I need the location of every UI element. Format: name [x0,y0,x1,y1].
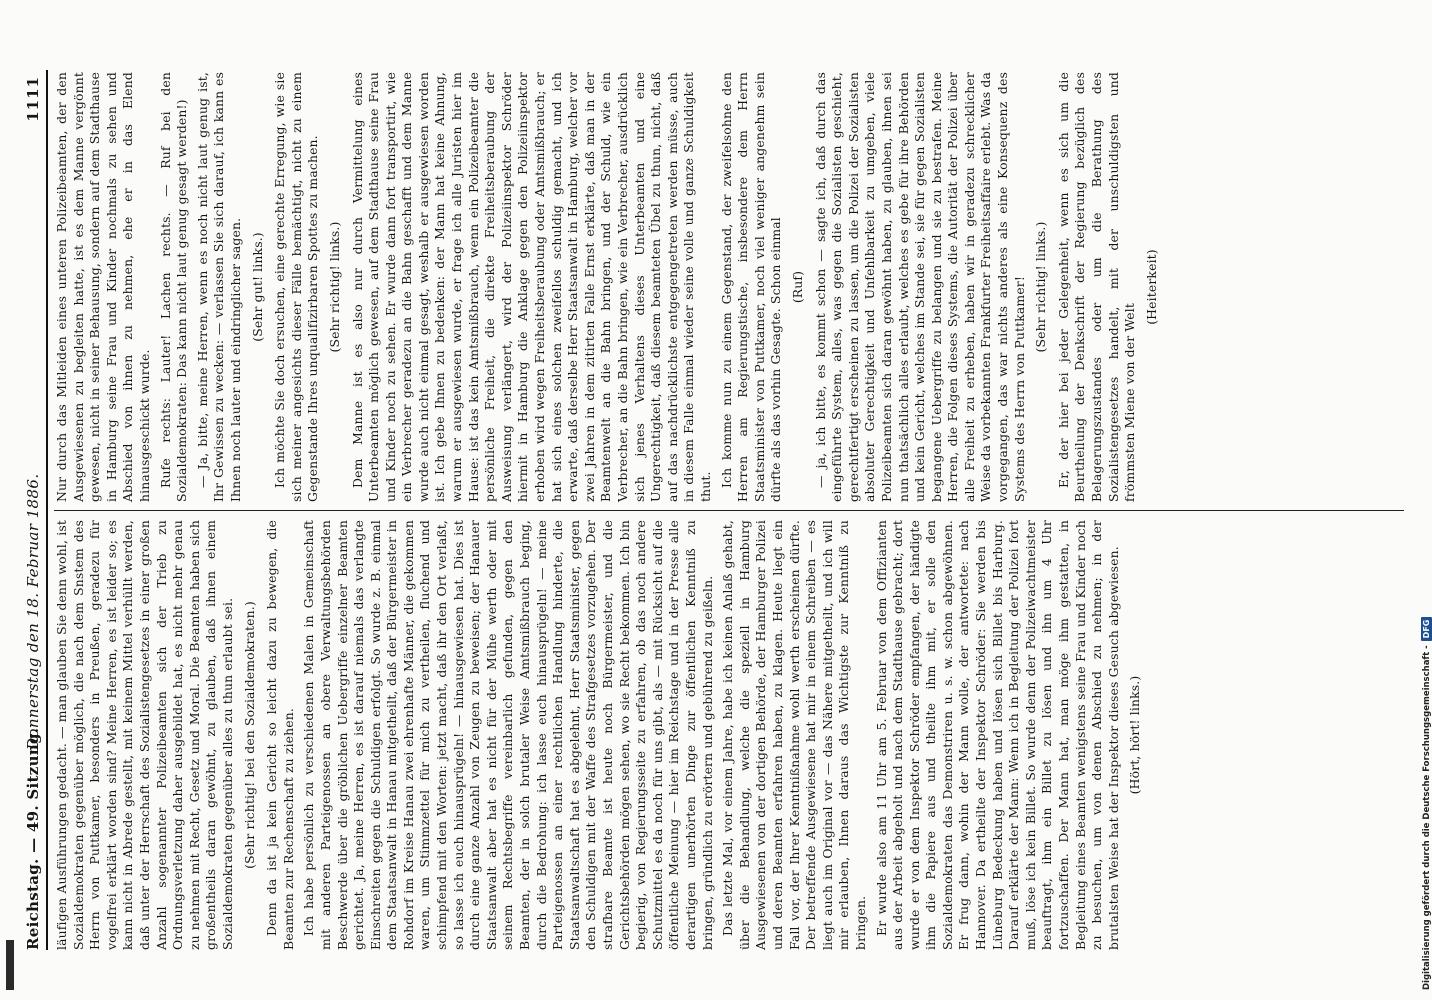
right-column [54,72,1166,502]
interjection: (Heiterkeit) [1143,249,1159,325]
scan-edge-mark [6,940,14,990]
interjection: (Hört, hört! links.) [1127,675,1143,795]
interjection: (Sehr gut! links.) [249,232,265,342]
credit-text: Digitalisierung gefördert durch die Deutsche Forschungsgemeinschaft - [1422,645,1432,990]
dfg-logo: DFG [1421,617,1432,642]
paragraph: — Ja, bitte, meine Herren, wenn es noch nicht laut genug ist, Ihr Gewissen zu wecken: — verlassen Sie sich darauf, ich kann es Ihnen noch lauter und eindringlicher sagen. [194,72,243,502]
paragraph: Ich möchte Sie doch ersuchen, eine gerechte Erregung, wie sie sich meiner angesichts dieser Fälle bemächtigt, nicht zu einem Gegenstande Ihres unqualifizirbaren Spottes zu machen. [272,72,321,502]
paragraph: Nur durch das Mitleiden eines unteren Polizeibeamten, der den Ausgewiesenen zu begleiten hatte, ist es dem Manne vergönnt gewesen, nicht in seiner Behausung, sondern auf dem Stadthause in Hamburg seine Frau und Kinder nochmals zu sehen und Abschied von ihnen zu nehmen, ehe er in das Elend hinausgeschickt wurde. [54,72,152,502]
rotated-page-content [20,50,1405,960]
paragraph: Das letzte Mal, vor einem Jahre, habe ich keinen Anlaß gehabt, über die Behandlung, welche die speziell in Hamburg Ausgewiesenen von der dortigen Behörde, der Hamburger Polizei und deren Beamten erfahren haben, zu klagen. Heute liegt ein Fall vor, der Ihrer Kenntnißnahme wohl werth erscheinen dürfte. Der betreffende Ausgewiesene hat mir in einem Schreiben — es liegt auch im Original vor — das Nähere mitgetheilt, und ich will mir erlauben, Ihnen daraus das Wichtigste zur Kenntniß zu bringen. [720,520,868,950]
column-divider [54,510,1404,511]
paragraph: Rufe rechts: Lauter! Lachen rechts. — Ruf bei den Sozialdemokraten: Das kann nicht laut genug gesagt werden!) [157,72,190,502]
left-column [54,520,1150,950]
paragraph: Ich komme nun zu einem Gegenstand, der zweifelsohne den Herren am Regierungstische, insbesondere dem Herrn Staatsminister von Puttkamer, noch viel weniger angenehm sein dürfte als das vorhin Gesagte. Schon einmal [718,72,784,502]
paragraph: Er wurde also am 11 Uhr am 5. Februar von dem Offizianten aus der Arbeit abgeholt und nach dem Stadthause gebracht; dort wurde er von dem Inspektor Schröder empfangen, der händigte ihm die Papiere aus und theilte ihm mit, er solle den Sozialdemokraten das Demonstriren u. s. w. schon abgewöhnen. Er frug dann, wohin der Mann wolle, der antwortete: nach Hannover. Da ertheilte der Inspektor Schröder: Sie werden bis Lüneburg Bedeckung haben und lösen sich Billet bis Harburg. Darauf erklärte der Mann: Wenn ich in Begleitung der Polizei fort muß, löse ich kein Billet. So wurde denn der Polizeiwachtmeister beauftragt, ihm ein Billet zu lösen und ihn um 4 Uhr fortzuschaffen. Der Mann hat, man möge ihm gestatten, in Begleitung eines Beamten wenigstens seine Frau und Kinder noch zu besuchen, um von denen Abschied zu nehmen; in der brutalsten Weise hat der Inspektor dieses Gesuch abgewiesen. [873,520,1121,950]
page-number: 1111 [24,76,42,122]
paragraph: Dem Manne ist es also nur durch Vermittelung eines Unterbeamten möglich gewesen, auf dem Stadthause seine Frau und Kinder noch zu sehen. Er wurde dann fort transportirt, wie ein Verbrecher geradezu an die Bahn geschafft und dem Manne wurde auch nicht einmal gesagt, weshalb er ausgewiesen worden ist. Ich gebe Ihnen zu bedenken: der Mann hat keine Ahnung, warum er ausgewiesen wurde, er frage ich alle Juristen hier im Hause: ist das kein Amtsmißbrauch, wenn ein Polizeibeamter die persönliche Freiheit, die direkte Freiheitsberaubung der Ausweisung verlängert, wird der Polizeiinspektor Schröder hiermit in Hamburg die Anklage gegen den Polizeiinspektor erhoben wird wegen Freiheitsberaubung oder Amtsmißbrauch; er hat sich eines solchen zweifellos schuldig gemacht, und ich erwarte, daß derselbe Herr Staatsanwalt in Hamburg, welcher vor zwei Jahren in dem zitirten Falle Ernst erklärte, daß man in der Beamtenwelt an die Bahn bringen, und der Schuld, wie ein Verbrecher, an die Bahn bringen, wie ein Verbrecher, ausdrücklich sich jenes Verhaltens dieses Unterbeamten und eine Ungerechtigkeit, daß diesem beamteten Übel zu thun, nicht, daß auf das nachdrücklichste entgegengetreten werden müsse, auch in diesem Falle einmal wieder seine volle und ganze Schuldigkeit thut. [349,72,713,502]
interjection: (Ruf) [789,270,805,304]
paragraph: Ich habe persönlich zu verschiedenen Malen in Gemeinschaft mit anderen Parteigenossen an obere Verwaltungsbehörden Beschwerde über die gröblichen Uebergriffe einzelner Beamten gerichtet. Ja, meine Herren, es ist darauf niemals das verlangte Einschreiten gegen die Schuldigen erfolgt. So wurde z. B. einmal dem Staatsanwalt in Hanau mitgetheilt, daß der Bürgermeister in Rohdorf im Kreise Hanau zwei ehrenhafte Männer, die gekommen waren, um Stimmzettel für mich zu vertheilen, fluchend und schimpfend mit den Worten: jetzt macht, daß ihr den Ort verlaßt, so lasse ich euch hinausprügeln! — hinausgewiesen hat. Dies ist durch eine ganze Anzahl von Zeugen zu beweisen; der Hanauer Staatsanwalt aber hat es nicht für der Mühe werth oder mit seinem Rechtsbegriffe vereinbarlich gefunden, gegen den Beamten, der in solch brutaler Weise Amtsmißbrauch beging, durch die Bedrohung: ich lasse euch hinausprügeln! — meine Parteigenossen an einer rechtlichen Handlung hinderte, die Staatsanwaltschaft hat es abgelehnt, Herr Staatsminister, gegen den Schuldigen mit der Waffe des Strafgesetzes vorzugehen. Der strafbare Beamte ist heute noch Bürgermeister, und die Gerichtsbehörden mögen sehen, wo sie Recht bekommen. Ich bin begierig, von Regierungsseite zu erfahren, ob das noch andere Schutzmittel es da noch für uns gibt, als — mit Rücksicht auf die öffentliche Meinung — hier im Reichstage und in der Presse alle derartigen unerhörten Dinge zur öffentlichen Kenntniß zu bringen, gründlich zu erörtern und gebührend zu geißeln. [301,520,715,950]
paragraph: läufigen Ausführungen gedacht. — man glauben Sie denn wohl, ist Sozialdemokraten gegenüber möglich, die nach dem Snstem des Herrn von Puttkamer, besonders in Preußen, geradezu für vogelfrei erklärt worden sind? Meine Herren, es ist leider so; es kann nicht in Abrede gestellt, mit keinem Mittel verhüllt werden, daß unter der Herrschaft des Sozialistengesetzes in einer großen Anzahl sogenannter Polizeibeamten sich der Trieb zu Ordnungsverletzung daher ausgebildet hat, es nicht mehr genau zu nehmen mit Recht, Gesetz und Moral. Die Beamten haben sich großentheils daran gewöhnt, zu glauben, daß ihnen einem Sozialdemokraten gegenüber alles zu thun erlaubt sei. [54,520,235,950]
paragraph: Denn da ist ja kein Gericht so leicht dazu zu bewegen, die Beamten zur Rechenschaft zu ziehen. [264,520,296,950]
paragraph: Er, der hier bei jeder Gelegenheit, wenn es sich um die Beurtheilung der Denkschrift der Regierung bezüglich des Belagerungszustandes oder um die Berathung des Sozialistengesetzes handelt, mit der unschuldigsten und frömmsten Miene von der Welt [1055,72,1138,502]
interjection: (Sehr richtig! links.) [1033,221,1049,353]
interjection: (Sehr richtig! links.) [326,221,342,353]
header-session: Reichstag. — 49. Sitzung. [24,727,42,950]
dfg-credit [1421,617,1432,990]
page-header [20,70,48,950]
interjection: (Sehr richtig! bei den Sozialdemokraten.) [241,601,257,869]
header-date: Donnerstag den 18. Februar 1886. [24,473,42,750]
paragraph: — ja, ich bitte, es kommt schon — sagte ich, daß durch das eingeführte System, alles, was gegen die Sozialisten geschieht, gerechtfertigt erscheinen zu lassen, um die Polizei der Sozialisten absoluter Gerechtigkeit und Unfehlbarkeit zu umgeben, viele Polizeibeamten sich daran gewöhnt haben, zu glauben, ihnen sei nun thatsächlich alles erlaubt, welches es gebe für ihre Behörden und kein Gericht, welches im Stande sei, sie für gegen Sozialisten begangene Uebergriffe zu belangen und sie zu bestrafen. Meine Herren, die Folgen dieses Systems, die Autorität der Polizei über alle Freiheit zu erheben, haben wir in geradezu schrecklicher Weise da vorbekannten Frankfurter Freiheitsaffaire erlebt. Was da vorgegangen, das war nichts anderes als eine Konsequenz des Systems des Herrn von Puttkamer! [812,72,1027,502]
